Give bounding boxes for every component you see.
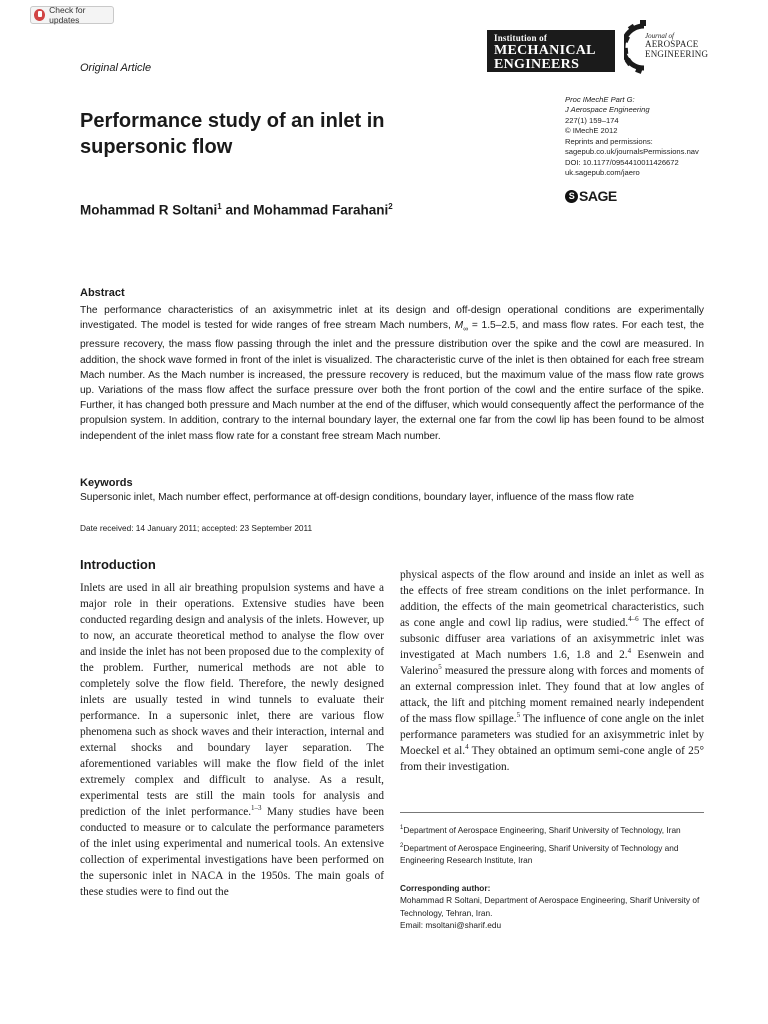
introduction-heading: Introduction — [80, 557, 156, 572]
sage-logo-text: SAGE — [579, 188, 617, 204]
citation-ref[interactable]: 4 — [627, 647, 632, 656]
check-for-updates-button[interactable] — [30, 6, 114, 24]
author-list — [80, 202, 393, 218]
citation-ref[interactable]: 5 — [438, 663, 442, 672]
author-connector: and — [221, 202, 254, 218]
intro-paragraph-right-e: The influence of cone angle on the inlet performance parameters was studied for an axisymmetric inlet by Moeckel et al. — [400, 713, 704, 757]
keywords-text: Supersonic inlet, Mach number effect, performance at off-design conditions, boundary layer, influence of the mass flow rate — [80, 492, 635, 503]
author-1: Mohammad R Soltani — [80, 202, 218, 218]
abstract-text-part2: = 1.5–2.5, and mass flow rates. For each test, the pressure recovery, the mass flow passing through the inlet and the pressure distribution over the spike and the cowl are measured. In addition, the shock wave formed in front of the inlet is visualized. The characteristic curve of the inlet is then obtained for each free stream Mach number. As the Mach number is increased, the pressure recovery is reduced, but the maximum value of the mass flow rate grows up. Variations of the mass flow affect the surface pressure over both the front portion of the cowl and the entire surface of the spike. Further, it has changed both pressure and Mach number at the end of the diffuser, which would consequently affect the performance of the propulsion system. In addition, contrary to the internal boundary layer, the external one far from the cowl lip has been found to be almost independent of the inlet mass flow rate for a constant free stream Mach number. — [80, 320, 704, 442]
paper-title-line2: supersonic flow — [80, 136, 233, 158]
sage-logo — [565, 188, 617, 204]
keywords-heading: Keywords — [80, 477, 133, 489]
journal-name: Proc IMechE Part G: — [565, 95, 635, 104]
publisher-logo-line1: Institution of — [494, 33, 548, 43]
publisher-logo-line3: ENGINEERS — [494, 57, 580, 72]
affiliation-1 — [400, 822, 710, 836]
intro-paragraph-right-d: measured the pressure along with forces and moments of an external compression inlet. They found that at low angles of attack, the lift and pitching moment remained nearly independent of the mass flow spillage. — [400, 665, 704, 725]
author-1-affil-ref[interactable]: 1 — [217, 202, 222, 211]
journal-info — [565, 95, 735, 179]
check-for-updates-label: Check for updates — [49, 5, 86, 25]
affiliations — [400, 822, 710, 931]
date-received: Date received: 14 January 2011; accepted: 23 September 2011 — [80, 523, 313, 533]
sage-icon: S — [565, 190, 578, 203]
citation-ref[interactable]: 4–6 — [628, 615, 639, 624]
journal-url-link[interactable]: uk.sagepub.com/jaero — [565, 168, 640, 178]
journal-volume: 227(1) 159–174 — [565, 115, 619, 125]
article-type: Original Article — [80, 62, 152, 74]
corresponding-author-details: Mohammad R Soltani, Department of Aerospace Engineering, Sharif University of Technology, Tehran, Iran. — [400, 895, 700, 918]
intro-paragraph-right-a: physical aspects of the flow around and inside an inlet as well as the effects of free stream conditions on the inlet performance. In addition, the effects of the main geometrical characteristics, such as cone angle and cowl lip radius, were studied. — [400, 569, 704, 629]
mach-symbol: M — [454, 320, 464, 332]
footnote-divider — [400, 812, 704, 813]
corresponding-author-heading: Corresponding author: — [400, 883, 491, 894]
citation-ref[interactable]: 1–3 — [251, 804, 262, 813]
citation-ref[interactable]: 4 — [465, 743, 469, 752]
intro-paragraph-left-a: Inlets are used in all air breathing propulsion systems and have a major role in their operations. Extensive studies have been conducted regarding design and analysis of the inlets. However, up to now, an accurate theoretical method to analyse the flow over and inside the inlet has not been proposed due to the complexity of the problem. Further, numerical methods are not able to completely solve the flow field. Therefore, the newly designed inlets are usually tested in wind tunnels to evaluate their performance. In a supersonic inlet, there are various flow phenomena such as shock waves and their interaction, internal and external shocks and boundary layer separation. The aforementioned variables will make the flow field of the inlet extremely complex and difficult to analyse. As a result, experimental tests are still the main tools for analysis and prediction of the inlet performance. — [80, 582, 384, 818]
abstract-heading: Abstract — [80, 287, 125, 299]
abstract-text-part1: The performance characteristics of an axisymmetric inlet at its design and off-design operational conditions are experimentally investigated. The model is tested for wide ranges of free stream Mach numbers, — [80, 305, 704, 332]
paper-title — [80, 108, 500, 160]
reprints-label: Reprints and permissions: — [565, 136, 653, 146]
update-icon — [34, 9, 45, 21]
publisher-logo-line2: MECHANICAL — [494, 43, 596, 58]
journal-logo — [645, 33, 708, 59]
intro-paragraph-right-f: They obtained an optimum semi-cone angle of 25° from their investigation. — [400, 745, 704, 773]
paper-title-line1: Performance study of an inlet in — [80, 110, 385, 132]
corresponding-author-email[interactable]: Email: msoltani@sharif.edu — [400, 919, 502, 930]
journal-logo-line3: ENGINEERING — [645, 48, 709, 59]
journal-subtitle: J Aerospace Engineering — [565, 105, 650, 115]
body-column-right — [400, 567, 704, 775]
author-2-affil-ref[interactable]: 2 — [388, 202, 393, 211]
mach-subscript: ∞ — [463, 326, 469, 334]
doi-text[interactable]: DOI: 10.1177/0954410011426672 — [565, 157, 679, 167]
journal-logo-line1: Journal of — [645, 32, 674, 40]
affiliation-2-text: Department of Aerospace Engineering, Sharif University of Technology and Engineering Research Institute, Iran — [400, 842, 679, 865]
intro-paragraph-right-b: The effect of subsonic diffuser area variations of an axisymmetric inlet was investigated at Mach numbers 1.6, 1.8 and 2. — [400, 617, 704, 661]
affiliation-1-marker: 1 — [400, 825, 404, 831]
permissions-link[interactable]: sagepub.co.uk/journalsPermissions.nav — [565, 147, 699, 157]
journal-copyright: © IMechE 2012 — [565, 126, 618, 136]
citation-ref[interactable]: 5 — [516, 711, 521, 720]
affiliation-2-marker: 2 — [400, 842, 404, 849]
publisher-logo — [487, 30, 615, 72]
affiliation-1-text: Department of Aerospace Engineering, Sharif University of Technology, Iran — [403, 824, 681, 835]
intro-paragraph-right-c: Esenwein and Valerino — [400, 649, 704, 677]
author-2: Mohammad Farahani — [253, 202, 389, 218]
journal-logo-line2: AEROSPACE — [645, 39, 699, 50]
abstract-text — [80, 303, 704, 444]
intro-paragraph-left-b: Many studies have been conducted to measure or to calculate the performance parameters of the inlet using experimental and numerical tools. An extensive collection of experimental investigations have been performed on the supersonic inlet in NACA in the 1950s. The main goals of these studies were to find out the — [80, 806, 384, 898]
affiliation-2 — [400, 840, 710, 866]
body-column-left — [80, 580, 384, 900]
